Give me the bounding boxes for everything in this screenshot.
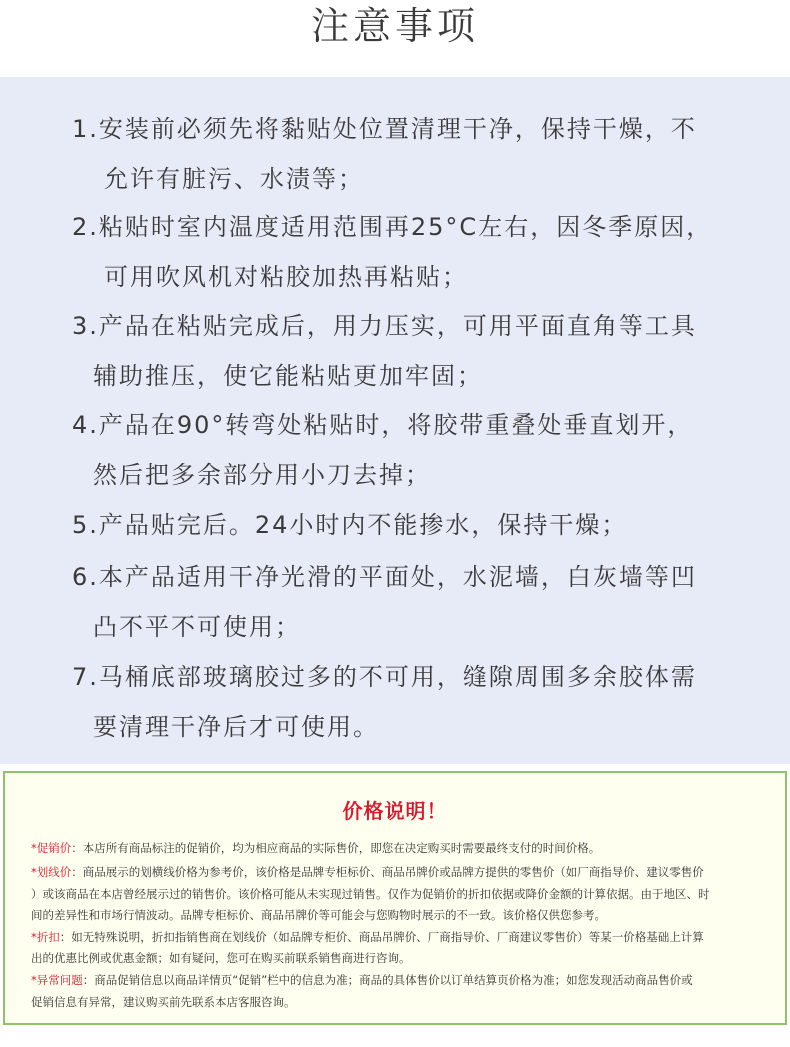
note-line: 3.产品在粘贴完成后，用力压实，可用平面直角等工具 xyxy=(72,312,697,340)
strike-text: ）或该商品在本店曾经展示过的销售价。该价格可能从未实现过销售。仅作为促销价的折扣依据或降价金额的计算依据。由于地区、时 xyxy=(31,887,710,901)
note-line: 5.产品贴完后。24小时内不能掺水，保持干燥； xyxy=(72,511,628,539)
note-line: 允许有脏污、水渍等； xyxy=(104,165,364,193)
issue-label: *异常问题 xyxy=(31,973,83,987)
note-line: 然后把多余部分用小刀去掉； xyxy=(93,461,431,489)
discount-text: ：如无特殊说明，折扣指销售商在划线价（如品牌专柜价、商品吊牌价、厂商指导价、厂商建议零售价）等某一价格基础上计算 xyxy=(59,930,704,944)
discount-text: 出的优惠比例或优惠金额；如有疑问，您可在购买前联系销售商进行咨询。 xyxy=(31,951,411,965)
price-line-issue-cont xyxy=(31,995,296,1009)
issue-text: 促销信息有异常，建议购买前先联系本店客服咨询。 xyxy=(31,995,296,1009)
note-line: 要清理干净后才可使用。 xyxy=(93,713,379,741)
strike-text: 间的差异性和市场行情波动。品牌专柜标价、商品吊牌价等可能会与您购物时展示的不一致。该价格仅供您参考。 xyxy=(31,908,606,922)
price-info-title: 价格说明！ xyxy=(342,799,448,823)
note-line: 2.粘贴时室内温度适用范围再25°C左右，因冬季原因， xyxy=(72,213,713,241)
note-line: 7.马桶底部玻璃胶过多的不可用，缝隙周围多余胶体需 xyxy=(72,663,697,691)
price-line-strike-cont xyxy=(31,908,606,922)
strike-text: ：商品展示的划横线价格为参考价，该价格是品牌专柜标价、商品吊牌价或品牌方提供的零售价（如厂商指导价、建议零售价 xyxy=(71,865,704,879)
promo-label: *促销价 xyxy=(31,841,72,855)
price-line-discount xyxy=(31,930,704,944)
note-line: 4.产品在90°转弯处粘贴时，将胶带重叠处垂直划开， xyxy=(72,411,694,439)
price-line-issue xyxy=(31,973,693,987)
discount-label: *折扣 xyxy=(31,930,60,944)
price-info-box xyxy=(3,771,787,1025)
promo-text: ：本店所有商品标注的促销价，均为相应商品的实际售价，即您在决定购买时需要最终支付的时间价格。 xyxy=(71,841,601,855)
price-line-strike-cont xyxy=(31,887,710,901)
notes-panel xyxy=(0,77,790,764)
note-line: 凸不平不可使用； xyxy=(93,613,301,641)
note-line: 可用吹风机对粘胶加热再粘贴； xyxy=(104,263,468,291)
strike-label: *划线价 xyxy=(31,865,72,879)
page-title: 注意事项 xyxy=(310,4,479,48)
price-line-promo xyxy=(31,841,600,855)
note-line: 辅助推压，使它能粘贴更加牢固； xyxy=(93,362,483,390)
price-line-strike xyxy=(31,865,704,879)
issue-text: ：商品促销信息以商品详情页“促销”栏中的信息为准；商品的具体售价以订单结算页价格为准；如您发现活动商品售价或 xyxy=(82,973,693,987)
note-line: 1.安装前必须先将黏贴处位置清理干净，保持干燥，不 xyxy=(72,115,697,143)
price-line-discount-cont xyxy=(31,951,411,965)
note-line: 6.本产品适用干净光滑的平面处，水泥墙，白灰墙等凹 xyxy=(72,563,697,591)
